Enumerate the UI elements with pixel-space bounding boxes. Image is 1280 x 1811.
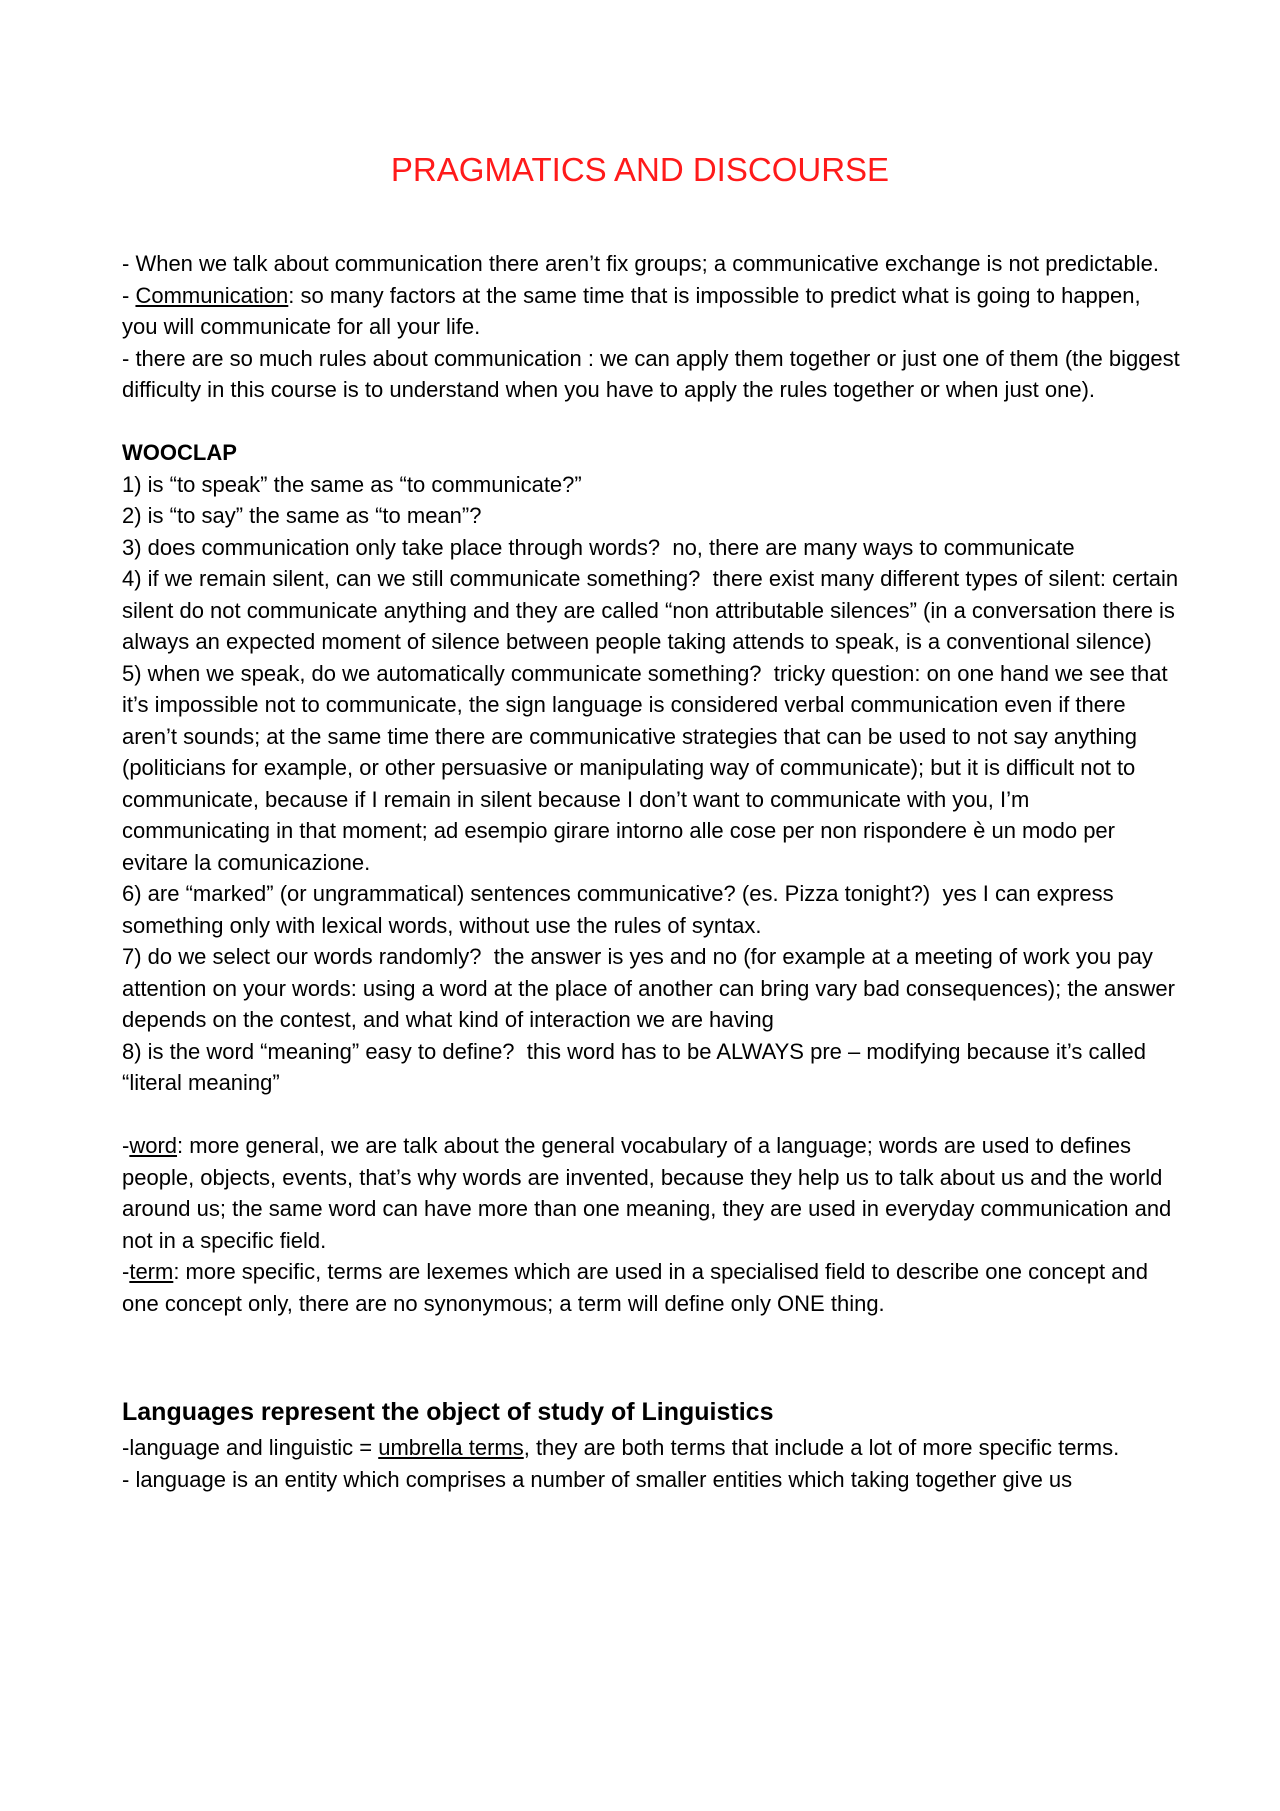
question-2: 2) is “to say” the same as “to mean”? bbox=[122, 503, 482, 528]
question-5-text: 5) when we speak, do we automatically communicate something? bbox=[122, 660, 762, 686]
word-definition bbox=[122, 1130, 1182, 1256]
page-title: PRAGMATICS AND DISCOURSE bbox=[390, 151, 890, 188]
intro-paragraph-3: - there are so much rules about communication : we can apply them together or just one of them (the biggest difficulty in this course is to understand when you have to apply the rules together or when just one). bbox=[122, 345, 1180, 402]
question-3-text: 3) does communication only take place through words? bbox=[122, 534, 661, 560]
languages-paragraph-2: - language is an entity which comprises a number of smaller entities which taking together give us bbox=[122, 1466, 1073, 1492]
question-7-text: 7) do we select our words randomly? bbox=[122, 944, 482, 969]
question-4 bbox=[122, 563, 1182, 658]
languages-p1-text: , they are both terms that include a lot of more specific terms. bbox=[523, 1435, 1120, 1460]
answer-7-text: the answer is yes and no (for example at a meeting of work you pay attention on your words: using a word at the place of another can bring vary bad consequences); the answer depends on the contest, and what kind of interaction we are having bbox=[122, 944, 1175, 1032]
word-definition-text: : more general, we are talk about the general vocabulary of a language; words are used to defines people, objects, events, that’s why words are invented, because they help us to talk about us and the world around us; the same word can have more than one meaning, they are used in everyday communication and not in a specific field. bbox=[122, 1133, 1172, 1253]
answer-6-text: yes I can express something only with lexical words, without use the rules of syntax. bbox=[122, 881, 1114, 938]
intro-p2-text: : so many factors at the same time that is impossible to predict what is going to happen, you will communicate for all your life. bbox=[122, 282, 1141, 339]
question-7 bbox=[122, 941, 1182, 1036]
word-term: word bbox=[129, 1133, 178, 1158]
word-prefix: - bbox=[122, 1133, 130, 1158]
term-definition-text: : more specific, terms are lexemes which are used in a specialised field to describe one concept and one concept only, there are no synonymous; a term will define only ONE thing. bbox=[122, 1259, 1148, 1316]
question-8-text: 8) is the word “meaning” easy to define? bbox=[122, 1038, 515, 1064]
term-term: term bbox=[129, 1259, 174, 1284]
answer-4-text: there exist many different types of silent: certain silent do not communicate anything and they are called “non attributable silences” (in a conversation there is always an expected moment of silence between people taking attends to speak, is a conventional silence) bbox=[122, 566, 1179, 654]
intro-p2-prefix: - bbox=[122, 282, 136, 308]
question-6-text: 6) are “marked” (or ungrammatical) sentences communicative? (es. Pizza tonight?) bbox=[122, 881, 931, 906]
languages-paragraph-1 bbox=[122, 1432, 1182, 1464]
communication-term: Communication bbox=[135, 282, 289, 308]
question-8 bbox=[122, 1036, 1182, 1099]
question-1: 1) is “to speak” the same as “to communicate?” bbox=[122, 471, 582, 497]
answer-8-text: this word has to be ALWAYS pre – modifying because it’s called “literal meaning” bbox=[122, 1038, 1146, 1095]
answer-5-text: tricky question: on one hand we see that it’s impossible not to communicate, the sign language is considered verbal communication even if there aren’t sounds; at the same time there are communicative strategies that can be used to not say anything (politicians for example, or other persuasive or manipulating way of communicate); but it is difficult not to communicate, because if I remain in silent because I don’t want to communicate with you, I’m communicating in that moment; ad esempio girare intorno alle cose per non rispondere è un modo per evitare la comunicazione. bbox=[122, 660, 1168, 875]
document-body bbox=[122, 248, 1182, 1495]
intro-paragraph-2 bbox=[122, 280, 1182, 343]
languages-heading: Languages represent the object of study of Linguistics bbox=[122, 1398, 774, 1426]
intro-paragraph-1: - When we talk about communication there aren’t fix groups; a communicative exchange is not predictable. bbox=[122, 251, 1159, 276]
question-5 bbox=[122, 658, 1182, 879]
languages-p1-prefix: -language and linguistic = bbox=[122, 1435, 379, 1460]
question-4-text: 4) if we remain silent, can we still communicate something? bbox=[122, 566, 701, 591]
umbrella-terms: umbrella terms bbox=[378, 1435, 524, 1460]
wooclap-heading: WOOCLAP bbox=[122, 440, 237, 465]
answer-3-text: no, there are many ways to communicate bbox=[672, 534, 1075, 560]
question-3 bbox=[122, 532, 1182, 564]
question-6 bbox=[122, 878, 1182, 941]
term-prefix: - bbox=[122, 1259, 130, 1284]
term-definition bbox=[122, 1256, 1182, 1319]
